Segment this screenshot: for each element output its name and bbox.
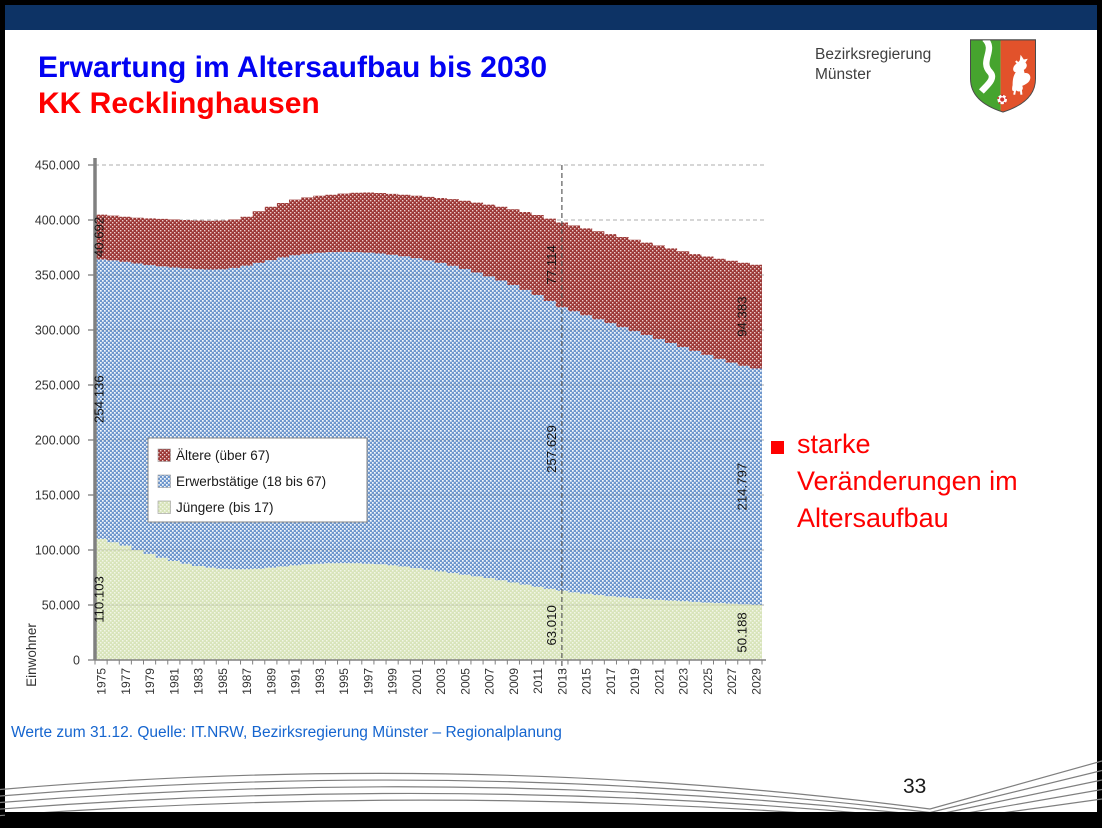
x-tick-label: 2007 — [482, 668, 497, 695]
y-tick-label: 200.000 — [34, 433, 80, 448]
bullet-text: starke Veränderungen im Altersaufbau — [797, 429, 1018, 533]
x-tick-label: 2025 — [700, 668, 715, 695]
x-tick-label: 2023 — [676, 668, 691, 695]
legend-swatch — [158, 449, 171, 462]
x-tick-label: 2017 — [603, 668, 618, 695]
legend-label: Jüngere (bis 17) — [176, 500, 274, 515]
x-tick-label: 2015 — [579, 668, 594, 695]
title-line-1: Erwartung im Altersaufbau bis 2030 — [38, 51, 548, 84]
nrw-coat-of-arms-icon — [963, 37, 1043, 114]
x-tick-label: 1997 — [361, 668, 376, 695]
x-tick-label: 2027 — [725, 668, 740, 695]
x-tick-label: 2019 — [628, 668, 643, 695]
x-tick-label: 2001 — [409, 668, 424, 695]
y-tick-label: 450.000 — [34, 158, 80, 173]
y-tick-label: 0 — [73, 653, 80, 668]
page-number: 33 — [903, 775, 927, 798]
bottom-bar — [5, 812, 1097, 824]
population-area-chart — [0, 150, 790, 728]
value-label: 257.629 — [543, 425, 559, 473]
x-tick-label: 1977 — [118, 668, 133, 695]
value-label: 40.692 — [91, 216, 107, 258]
value-label: 254.136 — [91, 375, 107, 423]
y-tick-label: 150.000 — [34, 488, 80, 503]
x-tick-label: 1983 — [191, 668, 206, 695]
x-tick-label: 2005 — [458, 668, 473, 695]
x-tick-label: 1985 — [215, 668, 230, 695]
legend-swatch — [158, 501, 171, 514]
org-line-1: Bezirksregierung — [815, 46, 932, 63]
value-label: 214.797 — [734, 462, 750, 511]
x-tick-label: 1993 — [312, 668, 327, 695]
y-axis-title: Einwohner — [24, 623, 39, 687]
x-tick-label: 2011 — [531, 668, 546, 694]
source-note: Werte zum 31.12. Quelle: IT.NRW, Bezirksregierung Münster – Regionalplanung — [11, 724, 562, 741]
x-tick-label: 1989 — [264, 668, 279, 695]
value-label: 50.188 — [734, 612, 750, 653]
legend-swatch — [158, 475, 171, 488]
value-label: 94.383 — [734, 296, 750, 337]
legend — [148, 438, 367, 522]
x-tick-label: 1991 — [288, 668, 303, 695]
legend-label: Erwerbstätige (18 bis 67) — [176, 474, 327, 489]
y-tick-label: 250.000 — [34, 378, 80, 393]
stacked-areas — [95, 193, 762, 661]
org-name — [815, 45, 931, 85]
y-tick-label: 50.000 — [41, 598, 80, 613]
page-title — [38, 50, 547, 122]
y-tick-label: 100.000 — [34, 543, 80, 558]
x-tick-label: 1995 — [337, 668, 352, 695]
org-line-2: Münster — [815, 66, 871, 83]
x-tick-label: 1999 — [385, 668, 400, 695]
value-label: 77.114 — [543, 245, 559, 285]
value-label: 110.103 — [91, 576, 107, 623]
y-tick-label: 400.000 — [34, 213, 80, 228]
x-tick-label: 1975 — [94, 668, 109, 695]
bullet-marker — [771, 441, 784, 454]
legend-label: Ältere (über 67) — [176, 448, 270, 463]
y-tick-label: 300.000 — [34, 323, 80, 338]
x-tick-label: 2003 — [434, 668, 449, 695]
top-accent-bar — [5, 5, 1097, 30]
y-tick-label: 350.000 — [34, 268, 80, 283]
x-tick-label: 1979 — [143, 668, 158, 695]
value-label: 63.010 — [543, 605, 559, 646]
title-line-2: KK Recklinghausen — [38, 87, 320, 120]
x-tick-label: 1981 — [167, 668, 182, 695]
x-tick-label: 2009 — [506, 668, 521, 695]
x-tick-label: 1987 — [240, 668, 255, 695]
x-tick-label: 2013 — [555, 668, 570, 695]
x-tick-label: 2021 — [652, 668, 667, 695]
x-tick-label: 2029 — [749, 668, 764, 695]
